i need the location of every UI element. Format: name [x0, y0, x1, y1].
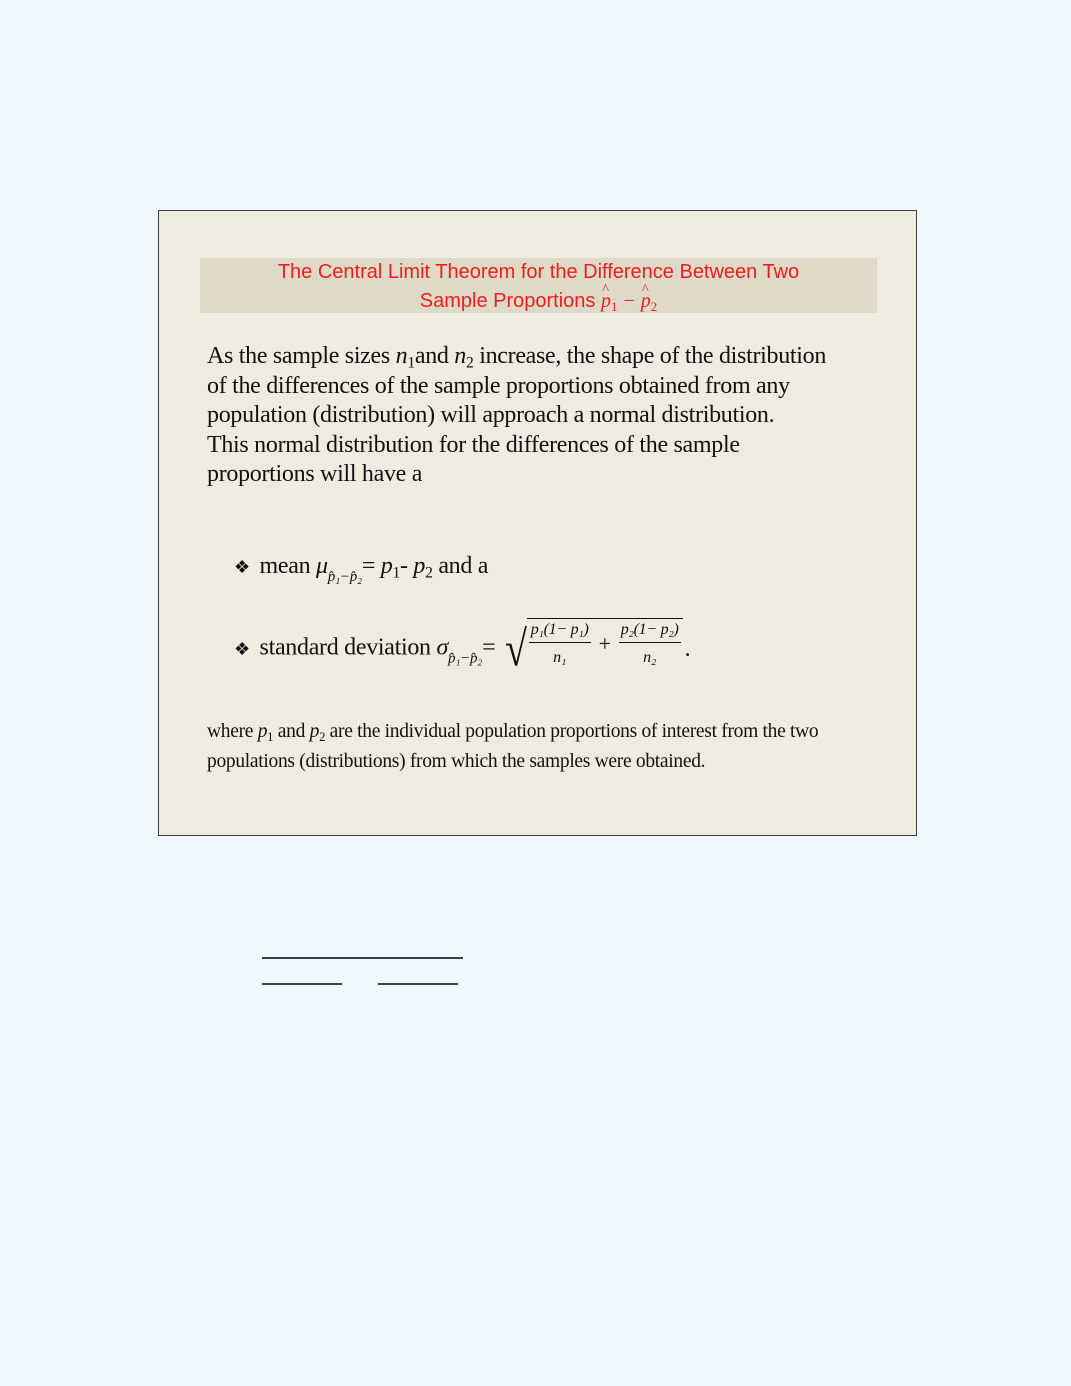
- sqrt-icon: √: [505, 620, 527, 677]
- bullet-mean: ❖ mean $\mu_{p̂_1-p̂_2}= p_1-$ $p_2$ and a: [234, 553, 489, 585]
- sqrt-formula: √ $\frac{\text{p₁(1− p₁)}}{\text{n₁}}$ + $\frac{\text{p₂(1− p₂)}}{\text{n₂}}$ .: [505, 629, 690, 669]
- intro-sentence-2: This normal distribution for the differences of the sample proportions will have a: [207, 431, 740, 487]
- footnote: where $p_1$ and $p_2$ are the individual population proportions of interest from the two populations (distributions) from which the samples were obtained.: [207, 721, 819, 772]
- fraction-2: $\frac{\text{p₂(1− p₂)}}{\text{n₂}}$: [620, 620, 679, 666]
- diamond-bullet-icon: ❖: [234, 638, 250, 659]
- title-math: ^ $p_1$ − ^ $p_2$: [601, 290, 657, 312]
- intro-sentence-1: As the sample sizes $n_1and$ $n_2$ increase, the shape of the distribution of the differences of the sample proportions obtained from any population (distribution) will approach a normal distribution.: [207, 343, 827, 428]
- title-line-1: The Central Limit Theorem for the Difference Between Two: [277, 261, 800, 283]
- diamond-bullet-icon: ❖: [234, 557, 250, 577]
- fraction-1: $\frac{\text{p₁(1− p₁)}}{\text{n₁}}$: [530, 620, 589, 666]
- mu-symbol: μ: [316, 553, 328, 579]
- stray-rule-right: [378, 983, 458, 985]
- stray-rule-left: [262, 983, 342, 985]
- slide-box: [158, 210, 917, 836]
- slide-title: [200, 258, 877, 313]
- bullet-standard-deviation: ❖ standard deviation $\sigma_{p̂_1-p̂_2}=$ √ $\frac{\text{p₁(1− p₁)}}{\text{n₁}}$ + $\frac{\text{p₂(1− p₂)}}{\text{n₂}}$ .: [234, 629, 690, 674]
- intro-paragraph: [207, 342, 847, 490]
- stray-rule-top: [262, 957, 463, 959]
- title-text: Sample Proportions: [419, 290, 596, 312]
- title-line-2: [200, 287, 877, 316]
- sigma-symbol: σ: [436, 634, 449, 661]
